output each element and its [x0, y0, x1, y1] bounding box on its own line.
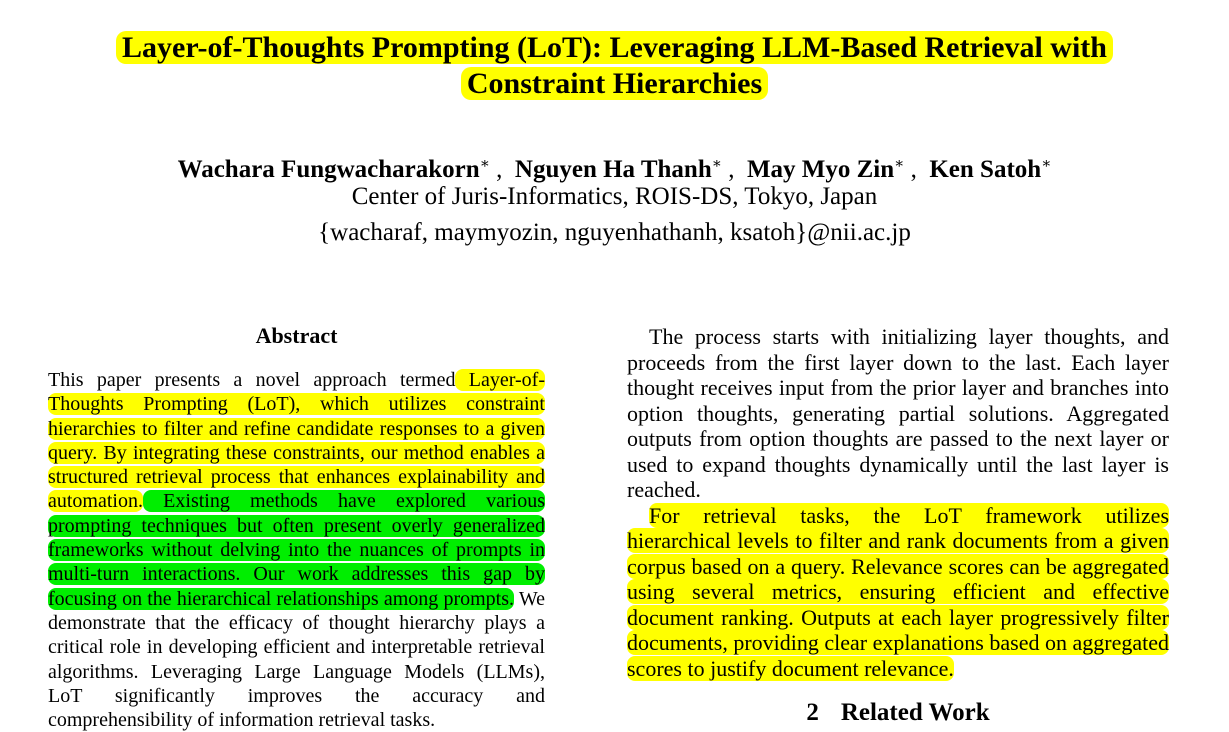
title-line-2: Constraint Hierarchies	[461, 67, 768, 100]
author-list: Wachara Fungwacharakorn∗ , Nguyen Ha Thanh∗ , May Myo Zin∗ , Ken Satoh∗	[177, 156, 1052, 183]
abstract-body	[48, 368, 545, 732]
section-title: Related Work	[840, 699, 990, 726]
abstract-text-plain: This paper presents a novel approach termed	[48, 369, 456, 391]
paragraph-text: The process starts with initializing layer thoughts, and proceeds from the first layer down to the last. Each layer thought receives input from the prior layer and branches into option thoughts, generating partial solutions. Aggregated outputs from option thoughts are passed to the next layer or used to expand thoughts dynamically until the last layer is reached.	[627, 324, 1169, 502]
paragraph-highlight-yellow: For retrieval tasks, the LoT framework utilizes hierarchical levels to filter and rank documents from a given corpus based on a query. Relevance scores can be aggregated using several metrics, ensuring efficient and effective document ranking. Outputs at each layer progressively filter documents, providing clear explanations based on aggregated scores to justify document relevance.	[627, 502, 1169, 681]
abstract-highlight-green: Existing methods have explored various prompting techniques but often present overly generalized frameworks without delving into the nuances of prompts in multi-turn interactions. Our work addresses this gap by focusing on the hierarchical relationships among prompts.	[48, 490, 545, 610]
author-affiliation-mark: ∗	[479, 156, 490, 172]
title-line-1: Layer-of-Thoughts Prompting (LoT): Leveraging LLM-Based Retrieval with	[116, 31, 1113, 64]
section-heading	[627, 697, 1169, 729]
section-number: 2	[806, 699, 819, 726]
body-paragraph	[627, 324, 1169, 503]
affiliation: Center of Juris-Informatics, ROIS-DS, Tokyo, Japan	[351, 183, 878, 210]
author-name: Wachara Fungwacharakorn	[177, 156, 480, 183]
author-emails: {wacharaf, maymyozin, nguyenhathanh, ksatoh}@nii.ac.jp	[318, 219, 911, 246]
abstract-highlight-yellow: Layer-of-Thoughts Prompting (LoT), which utilizes constraint hierarchies to filter and refine candidate responses to a given query. By integrating these constraints, our method enables a structured retrieval process that enhances explainability and automation.	[48, 369, 546, 513]
author-affiliation-mark: ∗	[711, 156, 722, 172]
abstract-heading: Abstract	[255, 323, 338, 348]
abstract-text-plain-end: We demonstrate that the efficacy of thought hierarchy plays a critical role in developing efficient and interpretable retrieval algorithms. Leveraging Large Language Models (LLMs), LoT significantly improves the accuracy and comprehensibility of information retrieval tasks.	[48, 587, 545, 732]
author-name: Ken Satoh	[929, 156, 1042, 183]
right-column	[627, 324, 1169, 681]
paper-title	[40, 30, 1189, 102]
author-affiliation-mark: ∗	[894, 156, 905, 172]
body-paragraph-highlighted	[627, 503, 1169, 682]
author-name: Nguyen Ha Thanh	[514, 156, 712, 183]
author-affiliation-mark: ∗	[1041, 156, 1052, 172]
author-name: May Myo Zin	[746, 156, 895, 183]
